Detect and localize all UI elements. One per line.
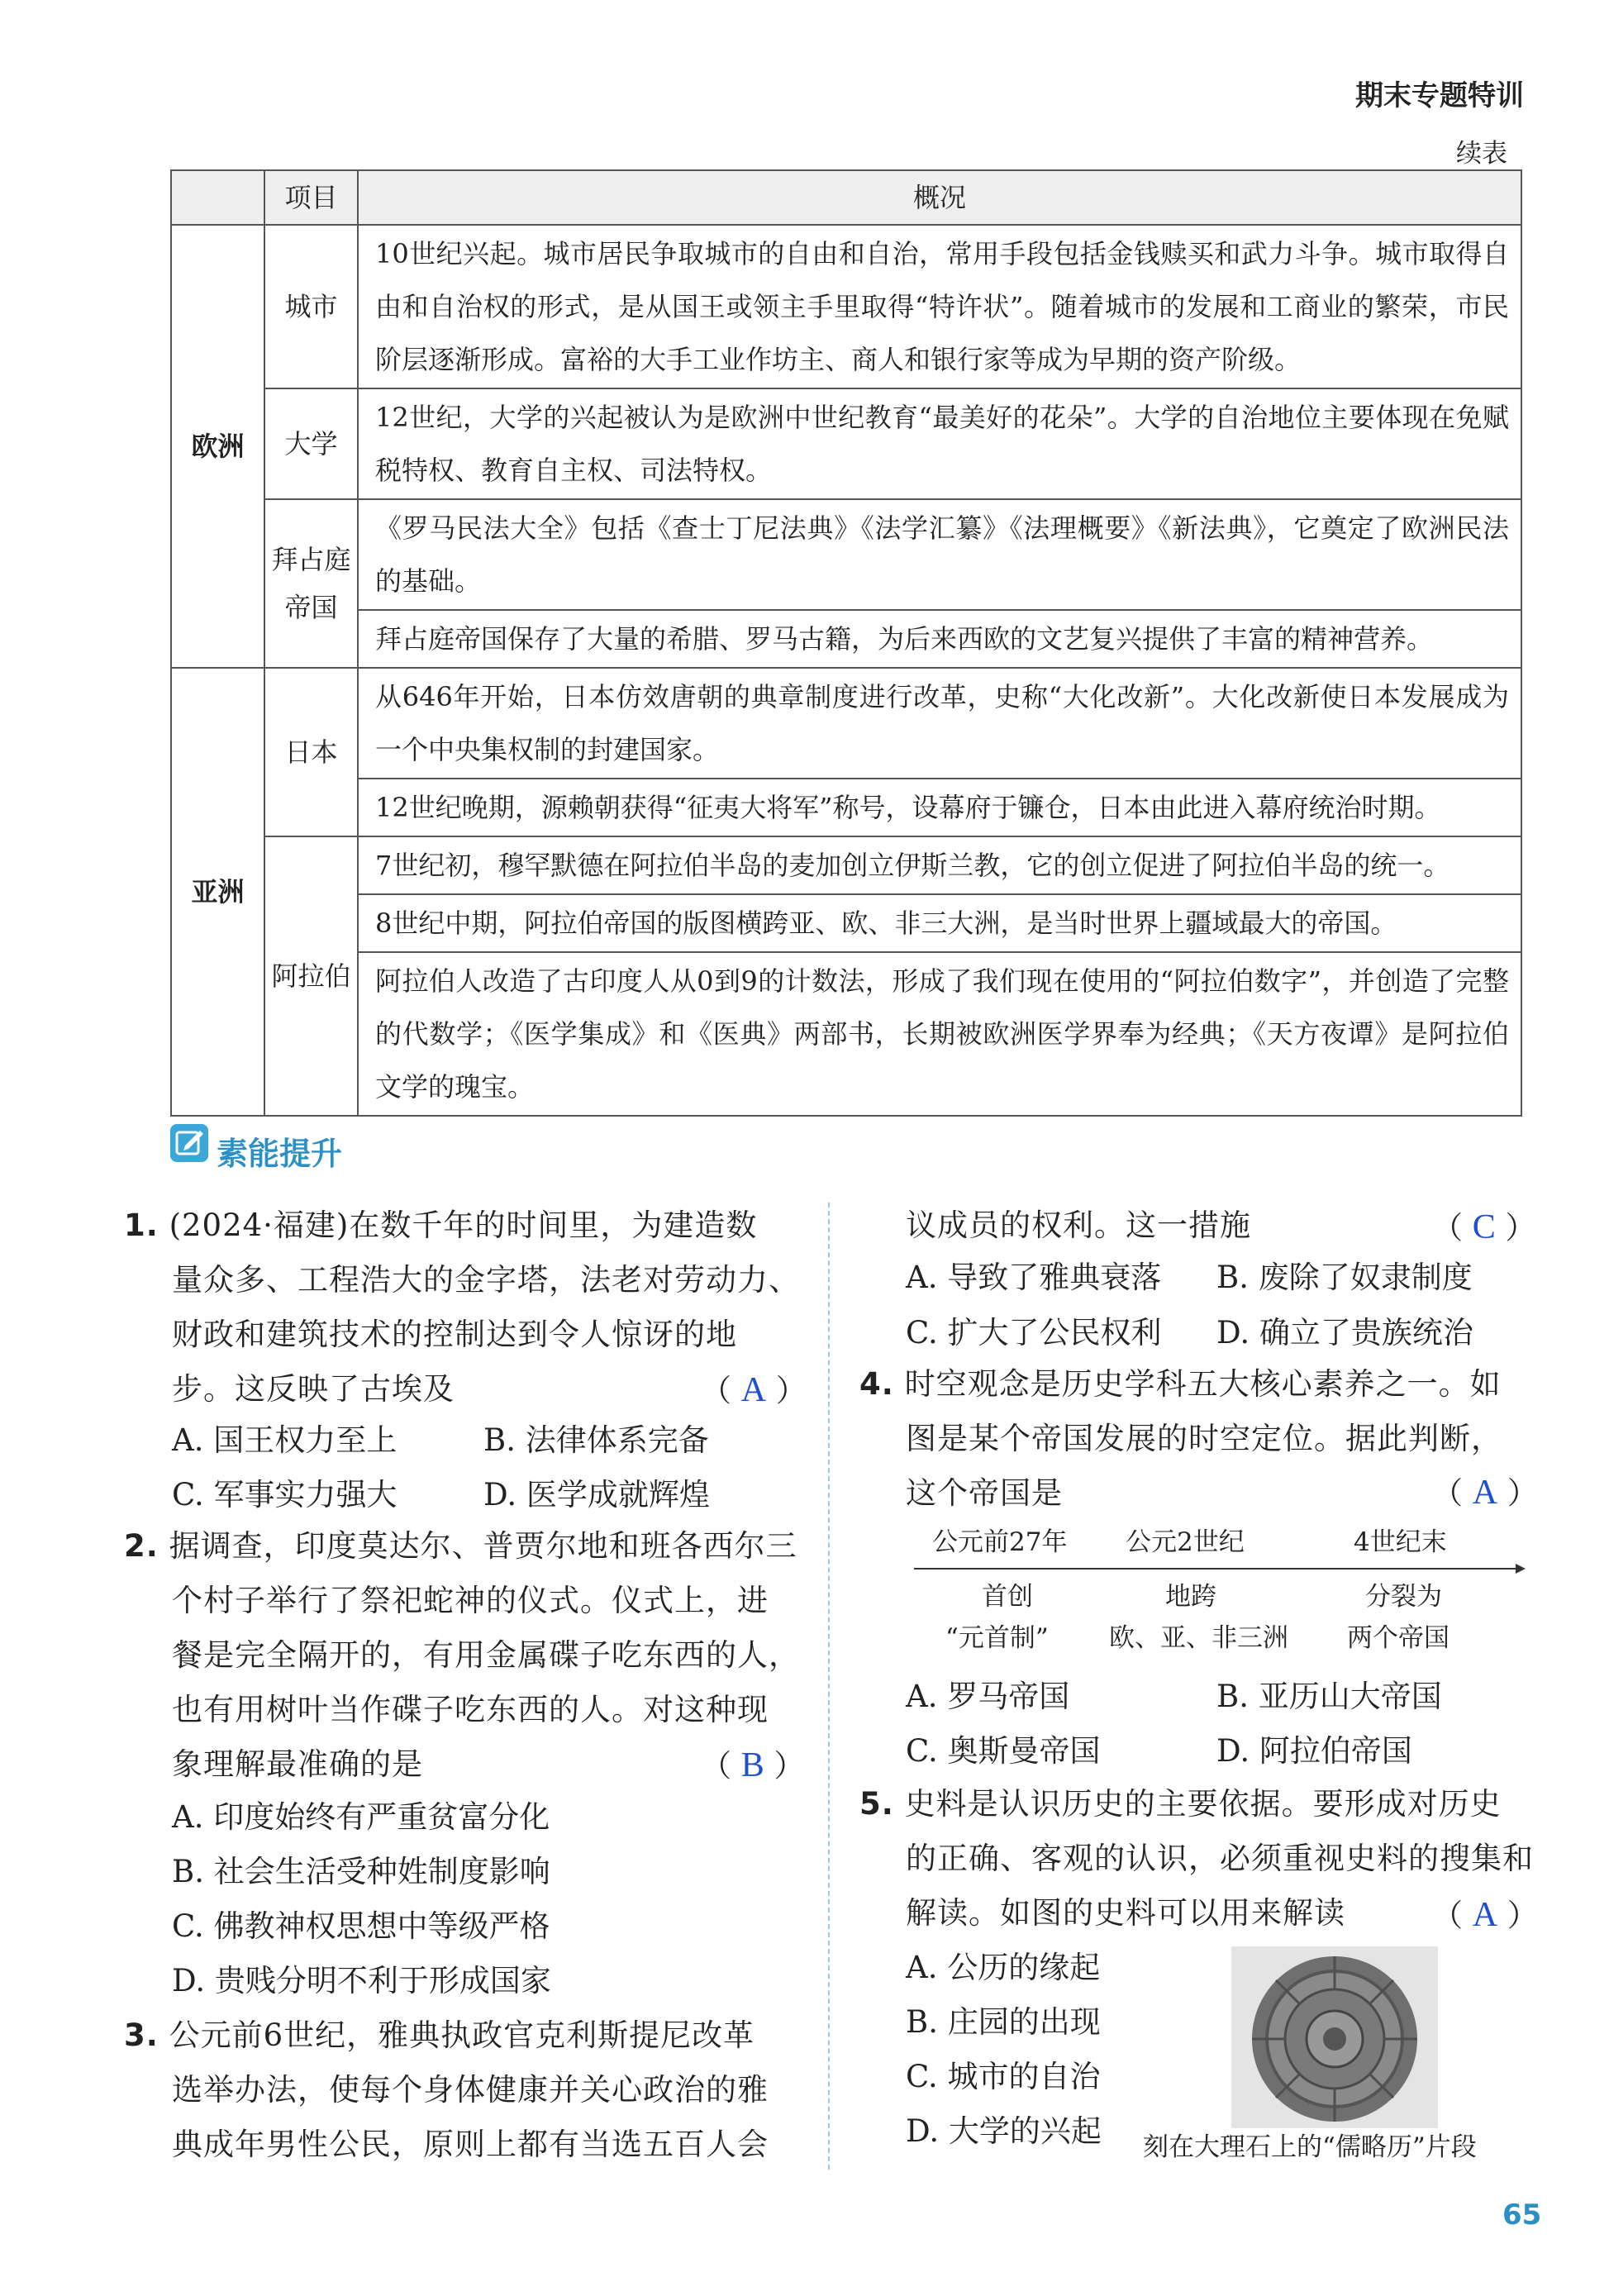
option-q2-d: D. 贵贱分明不利于形成国家 — [172, 1963, 551, 1998]
option-q1-b: B. 法律体系完备 — [483, 1422, 709, 1458]
question-3-continued: 议成员的权利。这一措施 — [906, 1208, 1251, 1243]
table-continued-label: 续表 — [1456, 139, 1507, 169]
column-divider — [828, 1203, 830, 2170]
timeline-label: 分裂为 — [1365, 1582, 1442, 1612]
desc-arabia-2: 8世纪中期，阿拉伯帝国的版图横跨亚、欧、非三大洲，是当时世界上疆域最大的帝国。 — [358, 894, 1521, 952]
desc-byzantine-2: 拜占庭帝国保存了大量的希腊、罗马古籍，为后来西欧的文艺复兴提供了丰富的精神营养。 — [358, 610, 1521, 668]
answer-q2: （ B ） — [701, 1746, 805, 1784]
timeline-label: 4世纪末 — [1354, 1527, 1447, 1557]
answer-q5: （ A ） — [1432, 1896, 1538, 1934]
desc-japan-1: 从646年开始，日本仿效唐朝的典章制度进行改革，史称“大化改新”。大化改新使日本发展成为一个中央集权制的封建国家。 — [358, 668, 1521, 779]
option-q1-c: C. 军事实力强大 — [172, 1477, 397, 1512]
timeline-label: 首创 — [982, 1582, 1033, 1612]
answer-q3: （ C ） — [1432, 1208, 1536, 1246]
option-q3-a: A. 导致了雅典衰落 — [906, 1260, 1162, 1295]
timeline-label: 公元2世纪 — [1126, 1527, 1245, 1557]
question-4: 4. 时空观念是历史学科五大核心素养之一。如 图是某个帝国发展的时空定位。据此判断， 这个帝国是 — [859, 1366, 1502, 1511]
desc-arabia-3: 阿拉伯人改造了古印度人从0到9的计数法，形成了我们现在使用的“阿拉伯数字”，并创造了完整的代数学；《医学集成》和《医典》两部书，长期被欧洲医学界奉为经典；《天方夜谭》是阿拉伯文学的瑰宝。 — [358, 952, 1521, 1116]
option-q2-b: B. 社会生活受种姓制度影响 — [172, 1854, 550, 1889]
figure-caption: 刻在大理石上的“儒略历”片段 — [1143, 2132, 1477, 2162]
item-arabia: 阿拉伯 — [264, 836, 358, 1116]
answer-q1: （ A ） — [701, 1371, 807, 1409]
option-q5-c: C. 城市的自治 — [906, 2059, 1101, 2094]
question-number: 1. — [124, 1208, 159, 1243]
section-title: 素能提升 — [217, 1136, 343, 1172]
option-q2-a: A. 印度始终有严重贫富分化 — [172, 1799, 550, 1835]
option-q1-a: A. 国王权力至上 — [172, 1422, 397, 1458]
desc-university: 12世纪，大学的兴起被认为是欧洲中世纪教育“最美好的花朵”。大学的自治地位主要体现在免赋税特权、教育自主权、司法特权。 — [358, 388, 1521, 499]
region-asia: 亚洲 — [171, 668, 264, 1116]
option-q3-d: D. 确立了贵族统治 — [1216, 1315, 1473, 1350]
desc-byzantine-1: 《罗马民法大全》包括《查士丁尼法典》《法学汇纂》《法理概要》《新法典》，它奠定了欧洲民法的基础。 — [358, 499, 1521, 610]
option-q4-d: D. 阿拉伯帝国 — [1216, 1733, 1412, 1769]
region-europe: 欧洲 — [171, 225, 264, 668]
timeline-label: 地跨 — [1165, 1582, 1216, 1612]
pencil-check-icon — [170, 1124, 208, 1162]
table-header-desc: 概况 — [358, 170, 1521, 225]
option-q2-c: C. 佛教神权思想中等级严格 — [172, 1908, 550, 1944]
option-q4-a: A. 罗马帝国 — [906, 1679, 1070, 1714]
item-japan: 日本 — [264, 668, 358, 836]
question-5: 5. 史料是认识历史的主要依据。要形成对历史 的正确、客观的认识，必须重视史料的搜集和 解读。如图的史料可以用来解读 — [859, 1786, 1534, 1931]
history-summary-table — [170, 169, 1522, 1117]
item-university: 大学 — [264, 388, 358, 499]
option-q3-c: C. 扩大了公民权利 — [906, 1315, 1162, 1350]
question-2: 2. 据调查，印度莫达尔、普贾尔地和班各西尔三 个村子举行了祭祀蛇神的仪式。仪式上，进 餐是完全隔开的，有用金属碟子吃东西的人， 也有用树叶当作碟子吃东西的人。对这种现 象理解最准确的是 — [124, 1528, 800, 1782]
timeline-label: 欧、亚、非三洲 — [1109, 1623, 1288, 1653]
answer-q4: （ A ） — [1432, 1474, 1538, 1512]
option-q5-d: D. 大学的兴起 — [906, 2113, 1102, 2149]
question-number: 2. — [124, 1528, 159, 1564]
desc-city: 10世纪兴起。城市居民争取城市的自由和自治，常用手段包括金钱赎买和武力斗争。城市取得自由和自治权的形式，是从国王或领主手里取得“特许状”。随着城市的发展和工商业的繁荣，市民阶层逐渐形成。富裕的大手工业作坊主、商人和银行家等成为早期的资产阶级。 — [358, 225, 1521, 388]
timeline-label: “元首制” — [945, 1623, 1049, 1653]
option-q4-b: B. 亚历山大帝国 — [1216, 1679, 1442, 1714]
question-number: 4. — [859, 1366, 894, 1402]
option-q1-d: D. 医学成就辉煌 — [483, 1477, 710, 1512]
option-q4-c: C. 奥斯曼帝国 — [906, 1733, 1101, 1769]
question-number: 5. — [859, 1786, 894, 1822]
item-city: 城市 — [264, 225, 358, 388]
question-1: 1. (2024·福建)在数千年的时间里，为建造数 量众多、工程浩大的金字塔，法老对劳动力、 财政和建筑技术的控制达到令人惊讶的地 步。这反映了古埃及 — [124, 1208, 800, 1407]
timeline-label: 两个帝国 — [1347, 1623, 1450, 1653]
timeline-figure — [914, 1521, 1526, 1670]
item-byzantine: 拜占庭帝国 — [264, 499, 358, 668]
option-q3-b: B. 废除了奴隶制度 — [1216, 1260, 1473, 1295]
option-q5-a: A. 公历的缘起 — [906, 1950, 1101, 1985]
desc-japan-2: 12世纪晚期，源赖朝获得“征夷大将军”称号，设幕府于镰仓，日本由此进入幕府统治时期。 — [358, 779, 1521, 836]
timeline-label: 公元前27年 — [932, 1527, 1068, 1557]
desc-arabia-1: 7世纪初，穆罕默德在阿拉伯半岛的麦加创立伊斯兰教，它的创立促进了阿拉伯半岛的统一。 — [358, 836, 1521, 894]
page-number: 65 — [1502, 2198, 1542, 2232]
option-q5-b: B. 庄园的出现 — [906, 2004, 1101, 2040]
page-header-title: 期末专题特训 — [1355, 79, 1524, 112]
table-corner-cell — [171, 170, 264, 225]
timeline-arrow — [914, 1560, 1526, 1577]
julian-calendar-stone-image — [1231, 1946, 1438, 2128]
question-number: 3. — [124, 2017, 159, 2053]
table-header-item: 项目 — [264, 170, 358, 225]
question-3: 3. 公元前6世纪，雅典执政官克利斯提尼改革 选举办法，使每个身体健康并关心政治的雅 典成年男性公民，原则上都有当选五百人会 — [124, 2017, 769, 2162]
